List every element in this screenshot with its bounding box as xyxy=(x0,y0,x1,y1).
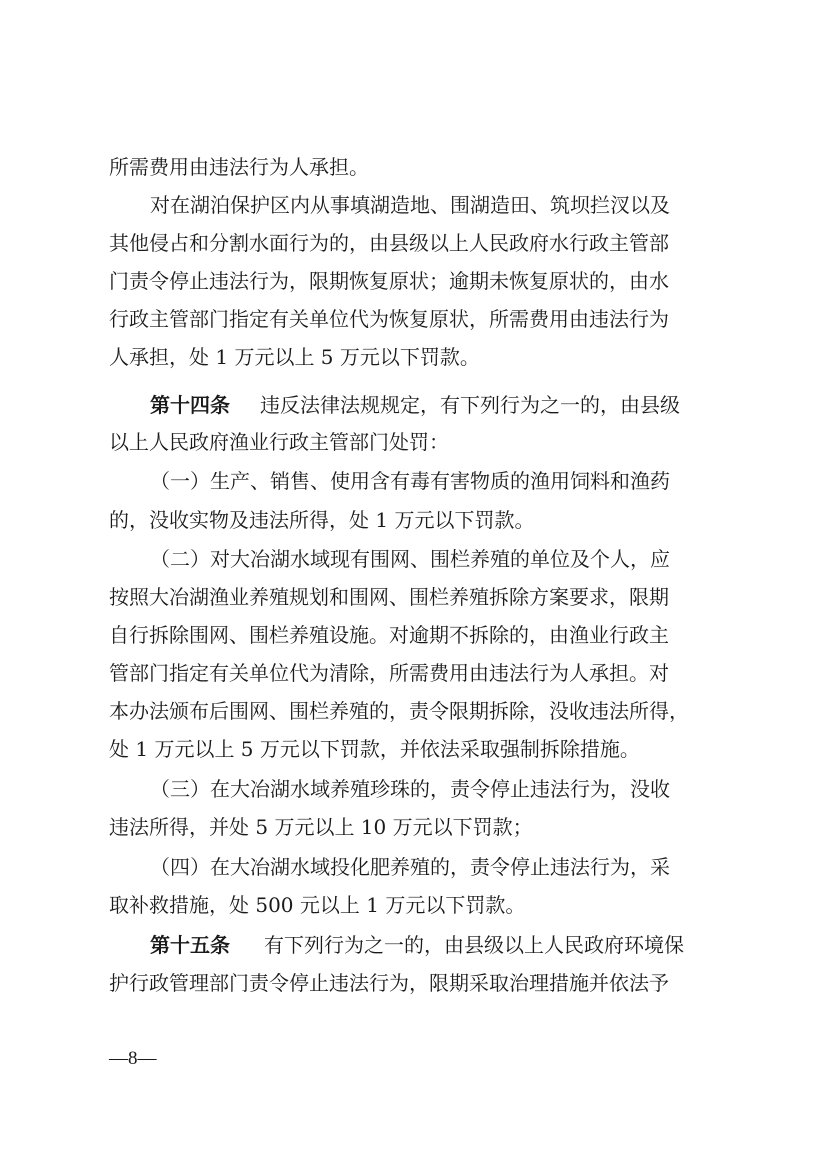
line-text: 人承担，处 1 万元以上 5 万元以下罚款。 xyxy=(109,345,480,369)
line-text: （三）在大冶湖水域养殖珍珠的，责令停止违法行为，没收 xyxy=(150,777,670,801)
line-text: 本办法颁布后围网、围栏养殖的，责令限期拆除，没收违法所得， xyxy=(109,699,689,723)
line-text: 按照大冶湖渔业养殖规划和围网、围栏养殖拆除方案要求，限期 xyxy=(109,585,669,609)
line-text: 违反法律法规规定，有下列行为之一的，由县级 xyxy=(260,393,680,417)
line-text: 处 1 万元以上 5 万元以下罚款，并依法采取强制拆除措施。 xyxy=(109,737,640,761)
line-text: 行政主管部门指定有关单位代为恢复原状，所需费用由违法行为 xyxy=(109,307,669,331)
line-text: （二）对大冶湖水域现有围网、围栏养殖的单位及个人，应 xyxy=(150,547,670,571)
line-text: 取补救措施，处 500 元以上 1 万元以下罚款。 xyxy=(109,893,526,917)
line-text: 所需费用由违法行为人承担。 xyxy=(109,155,369,179)
line-text: 违法所得，并处 5 万元以上 10 万元以下罚款； xyxy=(109,815,533,839)
line-text: 自行拆除围网、围栏养殖设施。对逾期不拆除的，由渔业行政主 xyxy=(109,623,669,647)
line-text: 的，没收实物及违法所得，处 1 万元以下罚款。 xyxy=(109,508,535,532)
line-text: （一）生产、销售、使用含有毒有害物质的渔用饲料和渔药 xyxy=(150,469,670,493)
article-label: 第十五条 xyxy=(150,933,230,957)
line-text: 门责令停止违法行为，限期恢复原状；逾期未恢复原状的，由水 xyxy=(109,269,669,293)
page-number: —8— xyxy=(109,1048,157,1069)
line-text: 管部门指定有关单位代为清除，所需费用由违法行为人承担。对 xyxy=(109,661,669,685)
line-text: 以上人民政府渔业行政主管部门处罚： xyxy=(109,430,449,454)
line-text: 护行政管理部门责令停止违法行为，限期采取治理措施并依法予 xyxy=(109,971,669,995)
line-text: 对在湖泊保护区内从事填湖造地、围湖造田、筑坝拦汊以及 xyxy=(150,193,670,217)
line-text: 其他侵占和分割水面行为的，由县级以上人民政府水行政主管部 xyxy=(109,231,669,255)
article-label: 第十四条 xyxy=(150,393,230,417)
line-text: （四）在大冶湖水域投化肥养殖的，责令停止违法行为，采 xyxy=(150,855,670,879)
line-text: 有下列行为之一的，由县级以上人民政府环境保 xyxy=(264,933,684,957)
